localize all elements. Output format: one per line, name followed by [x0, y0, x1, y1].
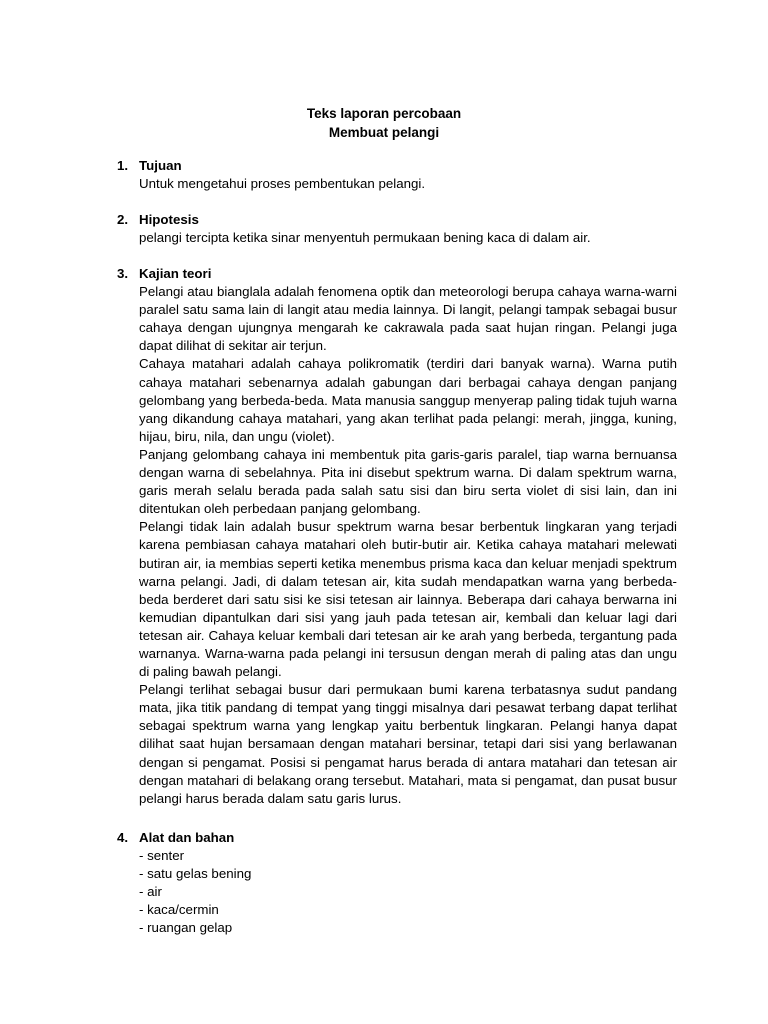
- section-title: Hipotesis: [139, 212, 199, 227]
- paragraph: Pelangi atau bianglala adalah fenomena optik dan meteorologi berupa cahaya warna-warni paralel satu sama lain di langit atau media lainnya. Di langit, pelangi tampak sebagai busur cahaya dengan ujungnya mengarah ke cakrawala pada saat hujan ringan. Pelangi juga dapat dilihat di sekitar air terjun.: [139, 284, 677, 354]
- section-title: Tujuan: [139, 158, 182, 173]
- section-alat-dan-bahan: [117, 829, 677, 938]
- section-number: 3.: [117, 266, 129, 281]
- paragraph: Pelangi tidak lain adalah busur spektrum warna besar berbentuk lingkaran yang terjadi karena pembiasan cahaya matahari oleh butir-butir air. Ketika cahaya matahari melewati butiran air, ia membias seperti ketika menembus prisma kaca dan keluar menjadi spektrum warna pelangi. Jadi, di dalam tetesan air, kita sudah mendapatkan warna yang berbeda-beda berderet dari satu sisi ke sisi tetesan air lainnya. Beberapa dari cahaya berwarna ini kemudian dipantulkan dari sisi yang jauh pada tetesan air, kembali dan keluar lagi dari tetesan air. Cahaya keluar kembali dari tetesan air ke arah yang berbeda, tergantung pada warnanya. Warna-warna pada pelangi ini tersusun dengan merah di paling atas dan ungu di paling bawah pelangi.: [139, 519, 677, 680]
- document-title: [0, 104, 768, 142]
- section-hipotesis: [117, 211, 677, 247]
- section-heading: [117, 157, 677, 175]
- section-title: Kajian teori: [139, 266, 212, 281]
- section-title: Alat dan bahan: [139, 830, 235, 845]
- paragraph: Pelangi terlihat sebagai busur dari permukaan bumi karena terbatasnya sudut pandang mata, jika titik pandang di tempat yang tinggi misalnya dari pesawat terbang dapat terlihat sebagai spektrum warna yang lengkap yaitu berbentuk lingkaran. Pelangi hanya dapat dilihat saat hujan bersamaan dengan matahari bersinar, tetapi dari sisi yang berlawanan dengan si pengamat. Posisi si pengamat harus berada di antara matahari dan tetesan air dengan matahari di belakang orang tersebut. Matahari, mata si pengamat, dan pusat busur pelangi harus berada dalam satu garis lurus.: [139, 682, 677, 806]
- paragraph: Panjang gelombang cahaya ini membentuk pita garis-garis paralel, tiap warna bernuansa dengan warna di sebelahnya. Pita ini disebut spektrum warna. Di dalam spektrum warna, garis merah selalu berada pada salah satu sisi dan biru serta violet di sisi lain, dan ini ditentukan oleh perbedaan panjang gelombang.: [139, 446, 677, 517]
- title-line-2: Membuat pelangi: [328, 125, 440, 140]
- section-heading: [117, 211, 677, 229]
- section-tujuan: [117, 157, 677, 193]
- section-number: 4.: [117, 830, 129, 845]
- section-number: 1.: [117, 158, 129, 173]
- section-text: pelangi tercipta ketika sinar menyentuh permukaan bening kaca di dalam air.: [139, 230, 591, 246]
- list-item: - kaca/cermin: [139, 902, 219, 918]
- list-item: - senter: [139, 848, 185, 864]
- list-item: - ruangan gelap: [139, 920, 233, 936]
- section-heading: [117, 265, 677, 283]
- section-heading: [117, 829, 677, 847]
- list-item: - air: [139, 884, 162, 900]
- title-line-1: Teks laporan percobaan: [306, 106, 462, 121]
- section-kajian-teori: [117, 265, 677, 808]
- paragraph: Cahaya matahari adalah cahaya polikromatik (terdiri dari banyak warna). Warna putih cahaya matahari sebenarnya adalah gabungan dari berbagai cahaya dengan panjang gelombang yang berbeda-beda. Mata manusia sanggup menyerap paling tidak tujuh warna yang dikandung cahaya matahari, yang akan terlihat pada pelangi: merah, jingga, kuning, hijau, biru, nila, dan ungu (violet).: [139, 356, 677, 444]
- section-number: 2.: [117, 212, 129, 227]
- list-item: - satu gelas bening: [139, 866, 252, 882]
- section-text: Untuk mengetahui proses pembentukan pelangi.: [139, 176, 426, 192]
